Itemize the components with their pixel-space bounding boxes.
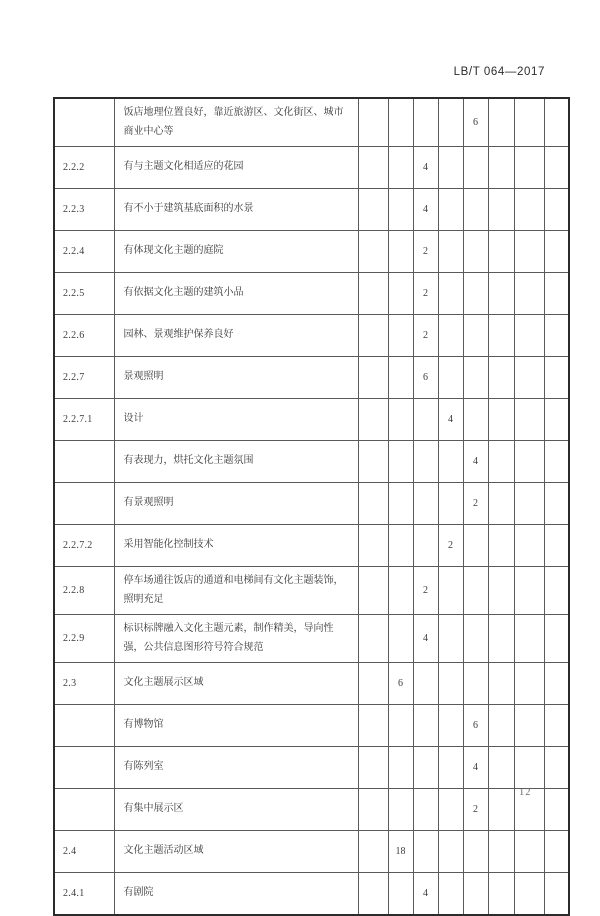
clause-number-cell: 2.2.4: [54, 231, 114, 273]
score-cell: [488, 189, 514, 231]
score-cell: [388, 873, 413, 916]
score-cell: [358, 567, 388, 615]
score-cell: [488, 315, 514, 357]
score-cell: [514, 357, 544, 399]
score-cell: [544, 831, 569, 873]
score-cell: [488, 663, 514, 705]
table-row: [54, 231, 569, 273]
score-cell: [358, 705, 388, 747]
score-cell: [544, 525, 569, 567]
score-cell: [358, 441, 388, 483]
score-cell: 4: [413, 147, 438, 189]
score-cell: 6: [463, 98, 488, 147]
score-cell: [358, 525, 388, 567]
score-cell: [413, 483, 438, 525]
score-cell: [438, 567, 463, 615]
score-cell: [463, 231, 488, 273]
score-cell: [388, 231, 413, 273]
score-cell: [544, 441, 569, 483]
score-cell: 2: [413, 273, 438, 315]
score-cell: [358, 315, 388, 357]
item-description-cell: 设计: [114, 399, 358, 441]
score-cell: [438, 98, 463, 147]
clause-number-cell: [54, 705, 114, 747]
score-cell: [544, 663, 569, 705]
clause-number-cell: 2.2.7: [54, 357, 114, 399]
score-cell: [544, 615, 569, 663]
score-cell: 4: [413, 873, 438, 916]
clause-number-cell: 2.4: [54, 831, 114, 873]
score-cell: [358, 357, 388, 399]
score-cell: [358, 663, 388, 705]
score-cell: [358, 483, 388, 525]
item-description-cell: 景观照明: [114, 357, 358, 399]
score-cell: 4: [463, 441, 488, 483]
score-cell: 6: [463, 705, 488, 747]
score-cell: [514, 315, 544, 357]
score-cell: [388, 615, 413, 663]
item-description-cell: 有依据文化主题的建筑小品: [114, 273, 358, 315]
score-cell: [463, 615, 488, 663]
score-cell: [514, 231, 544, 273]
item-description-cell: 停车场通往饭店的通道和电梯间有文化主题装饰，照明充足: [114, 567, 358, 615]
score-cell: [438, 747, 463, 789]
score-cell: [358, 189, 388, 231]
score-cell: [544, 98, 569, 147]
item-description-cell: 有与主题文化相适应的花园: [114, 147, 358, 189]
score-cell: [388, 483, 413, 525]
clause-number-cell: 2.2.6: [54, 315, 114, 357]
score-cell: [438, 147, 463, 189]
score-cell: [544, 705, 569, 747]
score-cell: [438, 705, 463, 747]
score-cell: [488, 273, 514, 315]
item-description-cell: 有景观照明: [114, 483, 358, 525]
score-cell: [514, 525, 544, 567]
score-cell: [413, 663, 438, 705]
item-description-cell: 采用智能化控制技术: [114, 525, 358, 567]
score-cell: [463, 831, 488, 873]
score-cell: [358, 873, 388, 916]
score-cell: [488, 789, 514, 831]
score-cell: [488, 567, 514, 615]
clause-number-cell: [54, 747, 114, 789]
table-row: [54, 663, 569, 705]
clause-number-cell: 2.2.5: [54, 273, 114, 315]
score-cell: [544, 747, 569, 789]
score-cell: [463, 189, 488, 231]
score-cell: [514, 98, 544, 147]
clause-number-cell: [54, 98, 114, 147]
clause-number-cell: 2.2.9: [54, 615, 114, 663]
score-cell: [544, 273, 569, 315]
score-cell: [544, 399, 569, 441]
table-row: [54, 873, 569, 916]
score-cell: [514, 273, 544, 315]
table-row: [54, 189, 569, 231]
score-cell: [463, 273, 488, 315]
score-cell: 2: [413, 231, 438, 273]
score-cell: [514, 615, 544, 663]
score-cell: 2: [413, 315, 438, 357]
score-cell: 4: [413, 189, 438, 231]
item-description-cell: 有集中展示区: [114, 789, 358, 831]
score-cell: [514, 747, 544, 789]
score-cell: [488, 873, 514, 916]
score-cell: [438, 357, 463, 399]
table-row: [54, 615, 569, 663]
clause-number-cell: 2.2.3: [54, 189, 114, 231]
table-row: [54, 705, 569, 747]
table-row: [54, 789, 569, 831]
score-cell: [438, 273, 463, 315]
score-cell: [358, 399, 388, 441]
clause-number-cell: 2.2.8: [54, 567, 114, 615]
score-cell: [358, 615, 388, 663]
score-cell: [488, 525, 514, 567]
clause-number-cell: 2.2.2: [54, 147, 114, 189]
score-cell: [438, 231, 463, 273]
item-description-cell: 园林、景观维护保养良好: [114, 315, 358, 357]
score-cell: [544, 789, 569, 831]
score-cell: [388, 147, 413, 189]
score-cell: [438, 615, 463, 663]
table-row: [54, 831, 569, 873]
table-row: [54, 399, 569, 441]
score-cell: [358, 147, 388, 189]
score-cell: [488, 231, 514, 273]
score-cell: [514, 441, 544, 483]
score-cell: [463, 873, 488, 916]
score-cell: [388, 747, 413, 789]
score-cell: [358, 98, 388, 147]
score-cell: [488, 98, 514, 147]
score-cell: [358, 747, 388, 789]
score-cell: [544, 483, 569, 525]
item-description-cell: 有表现力，烘托文化主题氛围: [114, 441, 358, 483]
score-cell: [413, 98, 438, 147]
score-cell: [544, 873, 569, 916]
table-row: [54, 315, 569, 357]
score-cell: [438, 483, 463, 525]
score-cell: [438, 663, 463, 705]
score-cell: [388, 315, 413, 357]
score-cell: [514, 663, 544, 705]
score-cell: [463, 357, 488, 399]
item-description-cell: 有剧院: [114, 873, 358, 916]
item-description-cell: 有体现文化主题的庭院: [114, 231, 358, 273]
score-cell: [388, 525, 413, 567]
score-cell: [514, 189, 544, 231]
item-description-cell: 饭店地理位置良好，靠近旅游区、文化街区、城市商业中心等: [114, 98, 358, 147]
clause-number-cell: 2.4.1: [54, 873, 114, 916]
table-row: [54, 483, 569, 525]
score-cell: [358, 231, 388, 273]
score-table: [53, 97, 570, 916]
score-cell: [544, 567, 569, 615]
score-cell: 6: [388, 663, 413, 705]
score-cell: [438, 789, 463, 831]
score-cell: 4: [438, 399, 463, 441]
score-cell: [514, 831, 544, 873]
score-cell: [544, 357, 569, 399]
clause-number-cell: [54, 441, 114, 483]
score-cell: [413, 705, 438, 747]
score-cell: [463, 525, 488, 567]
table-row: [54, 747, 569, 789]
score-cell: [463, 567, 488, 615]
score-cell: [488, 483, 514, 525]
score-cell: [388, 98, 413, 147]
table-row: [54, 525, 569, 567]
score-cell: [488, 399, 514, 441]
score-cell: 2: [438, 525, 463, 567]
score-cell: [488, 615, 514, 663]
score-cell: 18: [388, 831, 413, 873]
item-description-cell: 文化主题展示区域: [114, 663, 358, 705]
score-cell: [358, 831, 388, 873]
score-cell: 6: [413, 357, 438, 399]
score-cell: [488, 147, 514, 189]
score-cell: [463, 663, 488, 705]
table-row: [54, 273, 569, 315]
score-cell: [438, 315, 463, 357]
score-cell: [438, 189, 463, 231]
score-cell: [388, 399, 413, 441]
score-cell: [388, 789, 413, 831]
score-cell: [463, 399, 488, 441]
score-cell: 2: [413, 567, 438, 615]
score-cell: [388, 441, 413, 483]
item-description-cell: 有博物馆: [114, 705, 358, 747]
score-cell: [514, 873, 544, 916]
score-cell: 4: [413, 615, 438, 663]
score-cell: [544, 147, 569, 189]
item-description-cell: 标识标牌融入文化主题元素，制作精美，导向性强，公共信息图形符号符合规范: [114, 615, 358, 663]
score-cell: [488, 441, 514, 483]
score-cell: [544, 315, 569, 357]
score-cell: [438, 873, 463, 916]
clause-number-cell: [54, 483, 114, 525]
score-cell: [514, 705, 544, 747]
page-number: 12: [519, 787, 532, 798]
score-cell: [388, 357, 413, 399]
score-cell: [388, 189, 413, 231]
score-table-body: [54, 98, 569, 915]
score-cell: [413, 441, 438, 483]
score-cell: [413, 525, 438, 567]
score-cell: [488, 357, 514, 399]
clause-number-cell: [54, 789, 114, 831]
score-cell: [413, 747, 438, 789]
score-cell: [413, 831, 438, 873]
score-cell: [358, 789, 388, 831]
score-cell: [388, 567, 413, 615]
clause-number-cell: 2.2.7.1: [54, 399, 114, 441]
score-cell: [388, 705, 413, 747]
score-cell: [514, 483, 544, 525]
score-cell: [488, 705, 514, 747]
clause-number-cell: 2.3: [54, 663, 114, 705]
score-cell: [413, 399, 438, 441]
table-row: [54, 147, 569, 189]
score-cell: 2: [463, 483, 488, 525]
score-cell: [463, 147, 488, 189]
score-cell: [413, 789, 438, 831]
item-description-cell: 有陈列室: [114, 747, 358, 789]
score-cell: [488, 831, 514, 873]
score-cell: [388, 273, 413, 315]
clause-number-cell: 2.2.7.2: [54, 525, 114, 567]
score-cell: 4: [463, 747, 488, 789]
item-description-cell: 有不小于建筑基底面积的水景: [114, 189, 358, 231]
score-cell: 2: [463, 789, 488, 831]
table-row: [54, 98, 569, 147]
score-cell: [514, 147, 544, 189]
table-row: [54, 357, 569, 399]
item-description-cell: 文化主题活动区域: [114, 831, 358, 873]
score-cell: [544, 189, 569, 231]
score-cell: [358, 273, 388, 315]
score-cell: [544, 231, 569, 273]
score-cell: [488, 747, 514, 789]
table-row: [54, 567, 569, 615]
score-cell: [438, 441, 463, 483]
standard-number-header: LB/T 064—2017: [453, 66, 545, 78]
score-cell: [463, 315, 488, 357]
score-cell: [514, 567, 544, 615]
table-row: [54, 441, 569, 483]
score-cell: [514, 399, 544, 441]
score-cell: [438, 831, 463, 873]
